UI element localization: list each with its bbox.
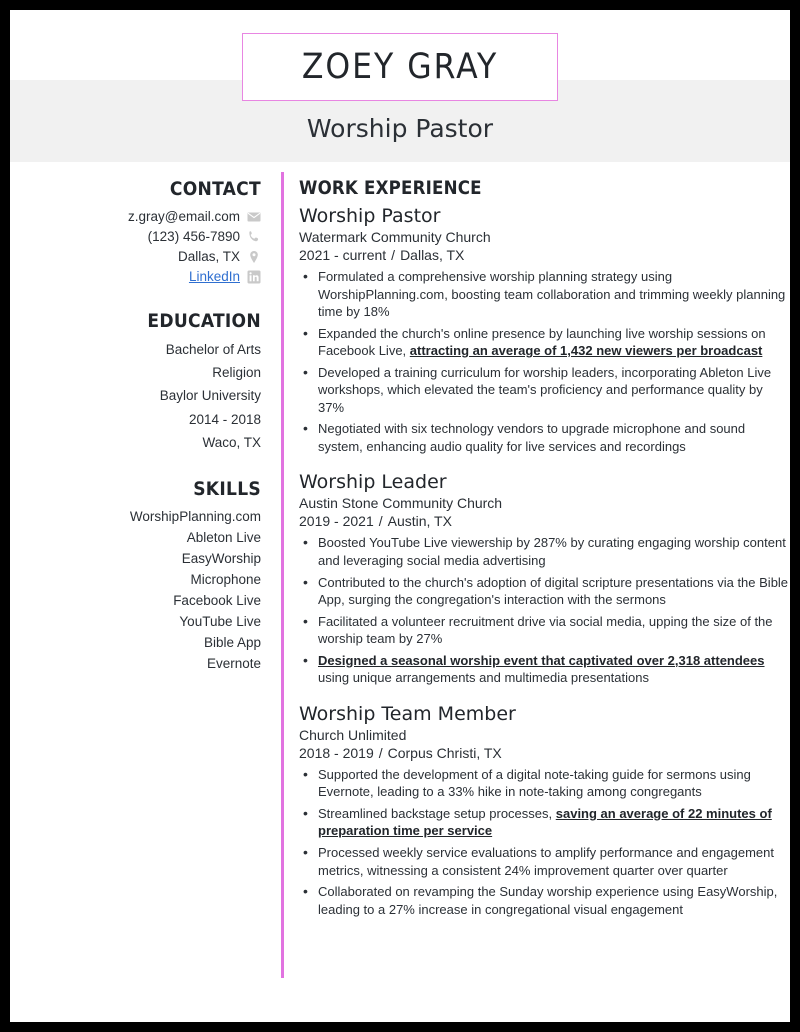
- job-entry: [299, 471, 790, 686]
- bullet-text: Facilitated a volunteer recruitment drive via social media, upping the size of the worship team by 27%: [318, 613, 773, 647]
- job-bullet: [299, 268, 790, 321]
- resume-header: [10, 10, 790, 162]
- job-entry: [299, 205, 790, 455]
- experience-section: [275, 178, 790, 934]
- skills-heading: SKILLS: [193, 478, 261, 501]
- bullet-text: using unique arrangements and multimedia presentations: [318, 670, 649, 686]
- contact-linkedin-link[interactable]: LinkedIn: [188, 269, 240, 284]
- job-bullet: [299, 883, 790, 918]
- contact-item-email: [10, 209, 261, 224]
- job-list: [299, 205, 790, 918]
- job-bullet: [299, 574, 790, 609]
- contact-phone-text: (123) 456-7890: [147, 229, 240, 244]
- job-meta-separator: /: [378, 744, 383, 761]
- bullet-text: Contributed to the church's adoption of digital scripture presentations via the Bible App, surging the congregation's interaction with the sermons: [318, 574, 789, 608]
- job-company: Watermark Community Church: [299, 229, 491, 245]
- job-company: Austin Stone Community Church: [299, 495, 503, 512]
- contact-location-text: Dallas, TX: [177, 249, 240, 264]
- bullet-text: Collaborated on revamping the Sunday worship experience using EasyWorship, leading to a 27% increase in congregational visual engagement: [318, 884, 778, 917]
- job-location: Austin, TX: [387, 513, 452, 530]
- job-role: Worship Team Member: [299, 702, 516, 725]
- bullet-text: Developed a training curriculum for worship leaders, incorporating Ableton Live workshops, which elevated the team's proficiency and performance quality by 37%: [318, 364, 772, 415]
- bullet-highlight-text: attracting an average of 1,432 new viewers per broadcast: [409, 343, 763, 359]
- job-meta: [299, 247, 790, 263]
- resume-page: [10, 10, 790, 1022]
- candidate-name: ZOEY GRAY: [301, 47, 499, 87]
- contact-item-location: [10, 249, 261, 264]
- job-meta: [299, 513, 790, 529]
- education-line: Baylor University: [159, 388, 261, 404]
- skill-item: Bible App: [203, 635, 261, 651]
- job-meta-separator: /: [391, 247, 396, 263]
- job-bullet-list: [299, 534, 790, 686]
- bullet-text: Formulated a comprehensive worship planning strategy using WorshipPlanning.com, boosting team collaboration and trimming weekly planning time by 18%: [318, 269, 786, 320]
- bullet-text: Supported the development of a digital note-taking guide for sermons using Evernote, leading to a 33% hike in note-taking among congregants: [318, 766, 751, 800]
- envelope-icon: [247, 210, 261, 224]
- job-role: Worship Leader: [299, 471, 447, 494]
- education-heading: EDUCATION: [147, 310, 261, 332]
- bullet-text: Negotiated with six technology vendors to upgrade microphone and sound system, enhancing audio quality for live services and recordings: [318, 421, 746, 454]
- bullet-text: Boosted YouTube Live viewership by 287% by curating engaging worship content and leveraging social media advertising: [318, 535, 786, 569]
- bullet-text: Expanded the church's online presence by launching live worship sessions on Facebook Live,: [318, 325, 766, 359]
- job-location: Dallas, TX: [400, 247, 465, 263]
- bullet-text: Streamlined backstage setup processes,: [318, 805, 556, 821]
- job-bullet: [299, 652, 790, 687]
- education-line: Religion: [212, 365, 261, 381]
- resume-body: [10, 162, 790, 934]
- contact-email-text: z.gray@email.com: [128, 209, 240, 224]
- skill-item: YouTube Live: [179, 614, 261, 630]
- candidate-job-title: Worship Pastor: [306, 114, 494, 143]
- education-line: Waco, TX: [202, 434, 261, 450]
- sidebar: [10, 178, 275, 934]
- job-role: Worship Pastor: [299, 205, 441, 227]
- job-bullet: [299, 325, 790, 360]
- job-meta: [299, 745, 790, 761]
- job-dates: 2018 - 2019: [299, 744, 374, 761]
- job-entry: [299, 703, 790, 918]
- column-divider: [281, 172, 284, 978]
- name-box: [242, 33, 558, 101]
- skills-section: [10, 478, 261, 671]
- education-section: [10, 310, 261, 452]
- job-bullet-list: [299, 268, 790, 455]
- location-pin-icon: [247, 250, 261, 264]
- skill-item: Microphone: [190, 572, 261, 588]
- contact-item-phone: [10, 229, 261, 244]
- job-bullet: [299, 805, 790, 840]
- education-line: Bachelor of Arts: [165, 342, 261, 357]
- phone-icon: [247, 230, 261, 244]
- job-bullet: [299, 766, 790, 801]
- bullet-highlight-text: saving an average of 22 minutes of preparation time per service: [318, 805, 772, 839]
- skill-item: Facebook Live: [173, 593, 261, 609]
- bullet-text: Processed weekly service evaluations to amplify performance and engagement metrics, witnessing a consistent 24% improvement quarter over quarter: [318, 845, 774, 878]
- skill-item: WorshipPlanning.com: [129, 509, 261, 525]
- skill-item: Evernote: [206, 656, 261, 672]
- job-location: Corpus Christi, TX: [387, 744, 502, 761]
- job-bullet: [299, 420, 790, 455]
- contact-item-linkedin[interactable]: [10, 269, 261, 284]
- contact-section: [10, 178, 261, 284]
- work-experience-heading: WORK EXPERIENCE: [299, 178, 482, 199]
- education-line: 2014 - 2018: [188, 411, 261, 427]
- job-dates: 2021 - current: [299, 247, 387, 263]
- job-company: Church Unlimited: [299, 726, 407, 743]
- skill-item: EasyWorship: [181, 551, 261, 567]
- job-dates: 2019 - 2021: [299, 513, 374, 530]
- contact-heading: CONTACT: [169, 178, 261, 200]
- skill-item: Ableton Live: [186, 530, 261, 546]
- bullet-highlight-text: Designed a seasonal worship event that captivated over 2,318 attendees: [318, 652, 765, 668]
- job-bullet: [299, 613, 790, 648]
- job-bullet: [299, 844, 790, 879]
- job-bullet: [299, 364, 790, 417]
- job-meta-separator: /: [378, 513, 383, 530]
- linkedin-icon[interactable]: [247, 270, 261, 284]
- job-bullet: [299, 534, 790, 569]
- job-bullet-list: [299, 766, 790, 918]
